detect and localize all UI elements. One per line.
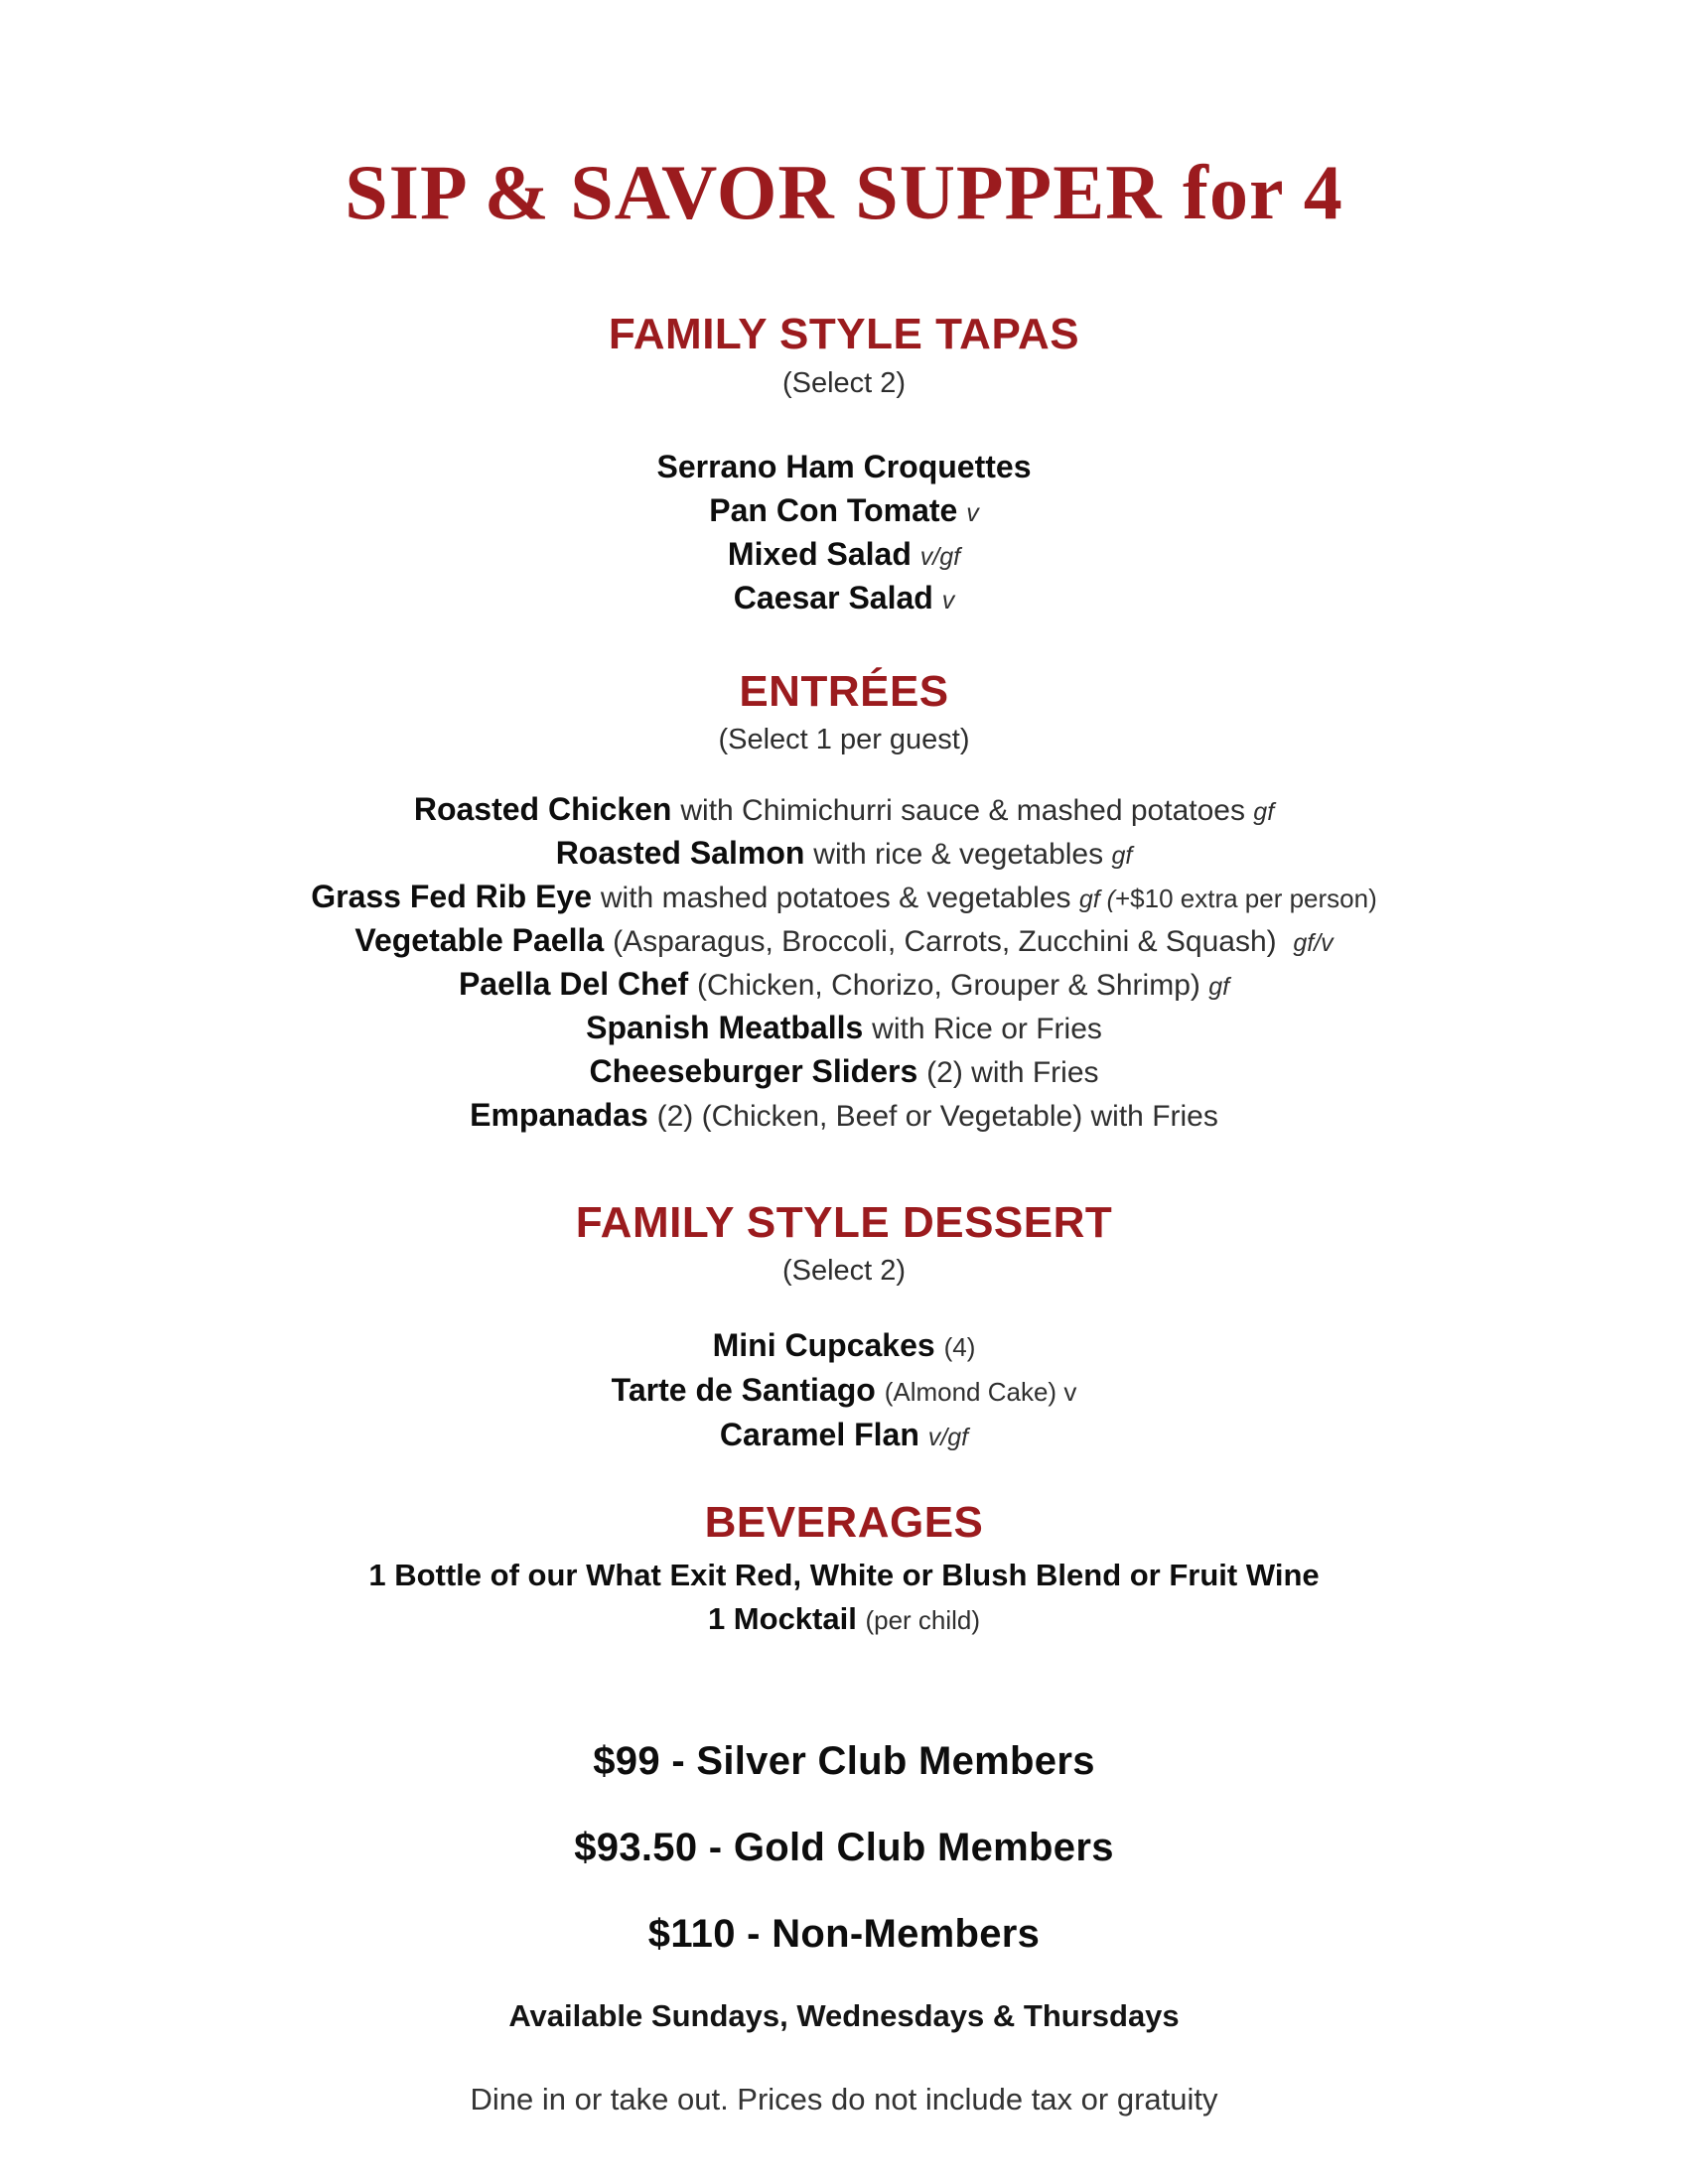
section-beverages [0, 1498, 1688, 1642]
menu-item [0, 578, 1688, 621]
item-diet-tag: gf [1208, 972, 1230, 1001]
menu-item [0, 964, 1688, 1008]
item-name: Roasted Chicken [413, 790, 681, 827]
menu-item [0, 920, 1688, 964]
item-desc: (Chicken, Chorizo, Grouper & Shrimp) [697, 968, 1209, 1002]
item-desc: with Chimichurri sauce & mashed potatoes [680, 793, 1254, 827]
item-diet-tag: v/gf [919, 542, 961, 571]
item-diet-tag: gf/v [1293, 928, 1334, 957]
section-family-style-tapas [0, 310, 1688, 620]
item-name: Spanish Meatballs [586, 1009, 873, 1045]
section-subheading-entrees: (Select 1 per guest) [718, 724, 970, 756]
beverage-items [0, 1555, 1688, 1642]
item-desc: (per child) [865, 1604, 981, 1635]
menu-item [0, 789, 1688, 833]
item-name: Empanadas [470, 1096, 657, 1133]
item-diet-tag: gf [1111, 841, 1133, 870]
menu-item [0, 1555, 1688, 1598]
item-diet-tag: v [941, 586, 955, 614]
price-gold-members: $93.50 - Gold Club Members [574, 1825, 1114, 1869]
page-title: SIP & SAVOR SUPPER for 4 [345, 149, 1343, 235]
section-heading-entrees: ENTRÉES [739, 666, 949, 716]
item-desc: (Almond Cake) [884, 1377, 1064, 1408]
item-name: Mini Cupcakes [712, 1327, 944, 1364]
item-name: Mixed Salad [727, 535, 920, 572]
dessert-items [0, 1324, 1688, 1458]
item-desc: with rice & vegetables [813, 837, 1112, 871]
menu-item [0, 490, 1688, 534]
item-diet-tag: gf ( [1078, 885, 1115, 913]
item-diet-tag: v [966, 498, 979, 527]
item-diet-tag: gf [1253, 797, 1275, 826]
section-subheading-tapas: (Select 2) [781, 366, 907, 399]
item-desc: (4) [943, 1332, 976, 1363]
menu-item [0, 1414, 1688, 1458]
section-heading-beverages: BEVERAGES [704, 1498, 984, 1548]
item-name: Vegetable Paella [354, 921, 614, 958]
menu-item [0, 1369, 1688, 1414]
section-entrees [0, 667, 1688, 1139]
item-name: Cheeseburger Sliders [589, 1052, 927, 1089]
dine-in-note: Dine in or take out. Prices do not include tax or gratuity [470, 2081, 1218, 2116]
item-desc: (2) with Fries [926, 1055, 1099, 1089]
menu-item [0, 1051, 1688, 1095]
menu-item [0, 1598, 1688, 1642]
section-subheading-dessert: (Select 2) [781, 1255, 907, 1288]
price-non-members: $110 - Non-Members [647, 1911, 1041, 1956]
item-extra: v [1063, 1377, 1077, 1408]
item-name: Caesar Salad [733, 579, 942, 615]
menu-item [0, 1324, 1688, 1369]
pricing-block [0, 1737, 1688, 1958]
price-silver-members: $99 - Silver Club Members [593, 1738, 1095, 1783]
item-name: 1 Bottle of our What Exit Red, White or Blush Blend or Fruit Wine [368, 1557, 1320, 1592]
item-name: 1 Mocktail [707, 1600, 866, 1636]
item-desc: (Asparagus, Broccoli, Carrots, Zucchini & Squash) [613, 924, 1294, 958]
section-heading-dessert: FAMILY STYLE DESSERT [575, 1197, 1113, 1247]
menu-item [0, 1008, 1688, 1051]
menu-item [0, 1095, 1688, 1139]
menu-item [0, 447, 1688, 490]
item-name: Roasted Salmon [555, 834, 814, 871]
item-desc: with mashed potatoes & vegetables [600, 881, 1079, 914]
item-diet-tag: v/gf [927, 1424, 969, 1452]
menu-item [0, 877, 1688, 920]
item-extra: +$10 extra per person) [1114, 883, 1377, 913]
item-desc: (2) (Chicken, Beef or Vegetable) with Fries [656, 1099, 1218, 1133]
item-name: Pan Con Tomate [709, 491, 967, 528]
menu-item [0, 833, 1688, 877]
section-family-style-dessert [0, 1198, 1688, 1458]
item-name: Serrano Ham Croquettes [656, 448, 1032, 484]
tapas-items [0, 447, 1688, 621]
item-name: Caramel Flan [719, 1417, 928, 1453]
item-name: Paella Del Chef [458, 965, 698, 1002]
item-name: Tarte de Santiago [611, 1372, 885, 1409]
item-name: Grass Fed Rib Eye [311, 878, 601, 914]
availability-note: Available Sundays, Wednesdays & Thursdays [508, 1997, 1180, 2033]
menu-item [0, 534, 1688, 578]
entree-items [0, 789, 1688, 1139]
section-heading-tapas: FAMILY STYLE TAPAS [608, 310, 1080, 359]
item-desc: with Rice or Fries [872, 1012, 1102, 1045]
